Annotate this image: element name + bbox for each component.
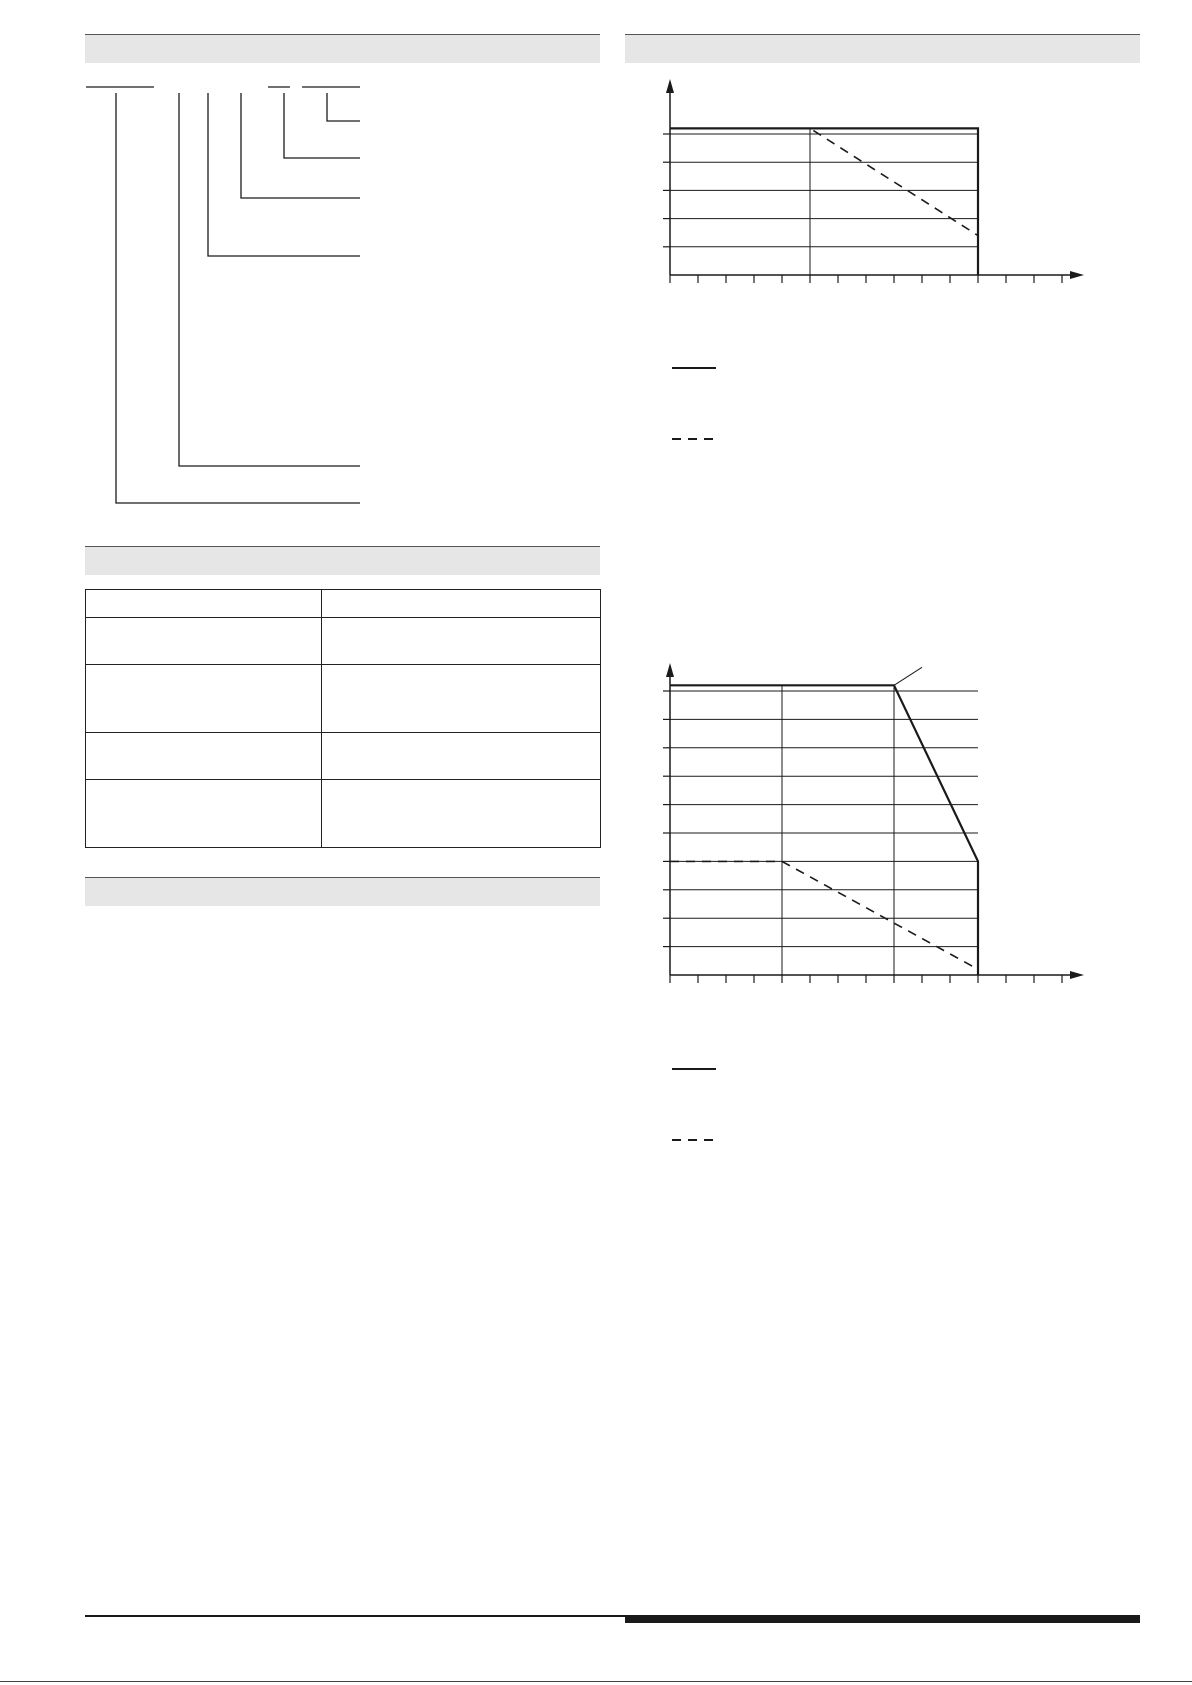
section-header-ordering-code — [85, 34, 600, 63]
table-row — [86, 618, 601, 665]
section-header-specifications — [85, 546, 600, 575]
table-cell — [86, 665, 322, 733]
x-axis-arrow — [1070, 271, 1084, 279]
branch-line-1 — [327, 93, 360, 121]
ordering-code-diagram — [80, 80, 380, 510]
table-cell — [86, 780, 322, 848]
derating-chart-2 — [650, 655, 1070, 995]
derating-chart-1 — [650, 75, 1070, 305]
spec-table — [85, 589, 601, 848]
footer-rule-thin — [85, 1615, 625, 1617]
series-line-dashed — [670, 861, 978, 969]
chart-1-legend — [670, 360, 790, 450]
table-cell — [86, 733, 322, 780]
table-cell — [322, 780, 601, 848]
branch-line-3 — [241, 93, 360, 198]
table-cell — [322, 665, 601, 733]
annotation-leader — [894, 667, 922, 685]
branch-line-6 — [116, 93, 360, 503]
series-line-solid — [670, 128, 978, 275]
section-header-derating — [625, 34, 1140, 63]
table-row — [86, 665, 601, 733]
table-cell — [86, 590, 322, 618]
y-axis-arrow — [666, 79, 674, 93]
spec-table-body — [86, 590, 601, 848]
table-row — [86, 780, 601, 848]
x-axis-arrow — [1070, 971, 1084, 979]
y-axis-arrow — [666, 663, 674, 677]
table-row — [86, 733, 601, 780]
section-header-notes — [85, 877, 600, 906]
series-line-dashed — [670, 128, 978, 235]
table-cell — [322, 618, 601, 665]
chart-2-legend — [670, 1061, 790, 1151]
footer-rule-thick — [625, 1615, 1140, 1623]
table-row — [86, 590, 601, 618]
table-cell — [322, 590, 601, 618]
branch-line-5 — [179, 93, 360, 466]
page-bottom-rule — [0, 1681, 1192, 1682]
series-line-solid — [670, 685, 978, 975]
table-cell — [322, 733, 601, 780]
branch-line-2 — [284, 93, 360, 158]
table-cell — [86, 618, 322, 665]
